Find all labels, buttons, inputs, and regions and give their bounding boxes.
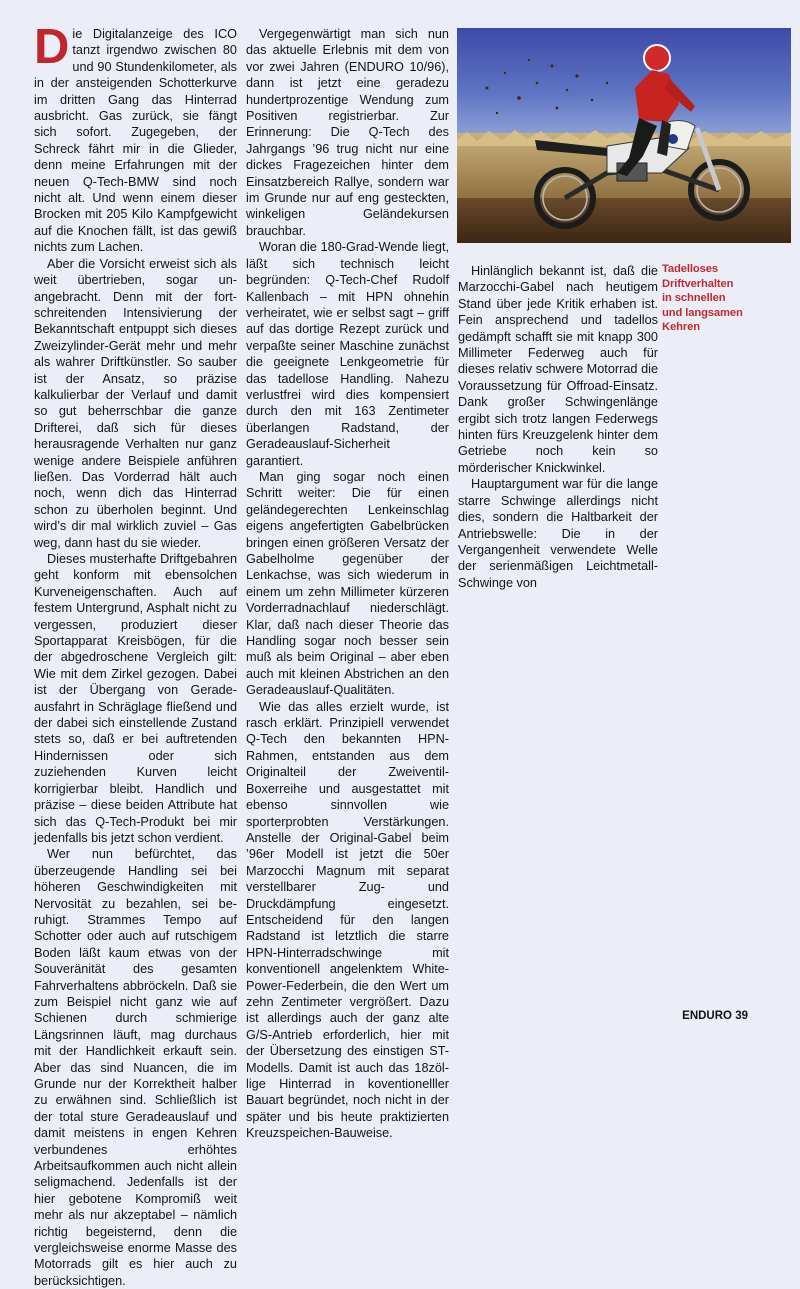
article-paragraph: Wer nun befürchtet, das überzeugende Handling sei bei höheren Geschwindigkeiten mit Nervosität zu bezahlen, sei beruhigt. Strammes Tempo auf Schotter oder auch auf rutschigem Boden läßt kaum etwas von der Souveränität des gesamten Fahrverhaltens abbröckeln. Daß sie zum Beispiel nicht ganz wie auf Schienen durch schmierige Längsrinnen läuft, mag durchaus mit der Handlichkeit erkauft sein. Aber das sind Nuancen, die im Grunde nur der Korrektheit halber zu erwähnen sind. Schließlich ist der total sture Geradeauslauf und damit meistens in engen Kehren verbundenes erhöhtes Arbeitsaufkommen auch nicht allein seligmachend. Jedenfalls ist der hier gebotene Kompromiß weit mehr als nur akzeptabel – nämlich richtig begeisternd, denn die vergleichsweise enorme Masse des Motorrads gilt es hier auch zu berücksichtigen. xyxy=(34,847,237,1288)
caption-line: in schnellen xyxy=(662,292,726,305)
motorcycle-photo xyxy=(457,28,791,243)
drop-cap: D xyxy=(34,20,70,74)
article-column-1 xyxy=(34,20,237,1289)
caption-line: Driftverhalten xyxy=(662,277,734,290)
page-folio xyxy=(682,1010,748,1022)
caption-line: und langsamen xyxy=(662,306,743,319)
article-paragraph: Wie das alles erzielt wurde, ist rasch erklärt. Prinzipiell verwendet Q-Tech den bekannten HPN-Rahmen, entstanden aus dem Originalteil der Zweiventil-Boxerreihe und ausgestattet mit ebenso sinnvollen wie sporterprobten Verstärkungen. Anstelle der Original-Gabel beim ’96er Modell ist jetzt die 50er Marzocchi Magnum mit separat verstellbarer Zug- und Druckdämpfung eingesetzt. Entscheidend für den langen Radstand ist letztlich die starre HPN-Hinterradschwinge mit konventionell angelenktem White-Power-Federbein, die den Wert um zehn Zentimeter vergrößert. Dazu ist allerdings auch der ganz alte G/S-Antrieb erforderlich, hier mit der Übersetzung des einstigen ST-Modells. Damit ist auch das 18zöllige Hinterrad in koventionelller Bauart begründet, noch nicht in der später und bis heute praktizierten Kreuzspeichen-Bauweise. xyxy=(246,699,449,1141)
page-number: 39 xyxy=(735,1010,748,1022)
article-column-2 xyxy=(246,26,449,1142)
article-paragraph: Hinlänglich bekannt ist, daß die Marzocchi-Gabel nach heutigem Stand über jede Kritik erhaben ist. Fein ansprechend und tadellos gedämpft schafft sie mit knapp 300 Millimeter Federweg auch für dieses relativ schwere Motorrad die Voraussetzung für Offroad-Einsatz. Dank großer Schwingenlänge ergibt sich trotz langen Federwegs hinten fürs Kreuzgelenk hinter dem Getriebe noch kein so mörderischer Knickwinkel. xyxy=(458,264,658,475)
article-paragraph: Man ging sogar noch einen Schritt weiter: Die für einen geländegerechten Lenkeinschlag eigens angefertigten Gabelbrücken bringen einen größeren Versatz der Gabelholme gegenüber der Lenkachse, was sich wiederum in einem um zehn Millimeter kürzeren Vorderradnachlauf niederschlägt. Klar, daß nach dieser Theorie das Handling sogar noch besser sein muß als beim Original – aber eben auch mit kleinen Abstrichen an den Geradeauslauf-Qualitäten. xyxy=(246,469,449,698)
article-paragraph: Hauptargument war für die lange starre Schwinge allerdings nicht dies, sondern die Haltbarkeit der Antriebswelle: Die in der Vergangenheit verwendete Welle der serienmäßigen Leichtmetall-Schwinge von xyxy=(458,477,658,590)
article-column-3 xyxy=(458,263,658,591)
caption-line: Tadelloses xyxy=(662,263,718,275)
helmet xyxy=(644,45,670,71)
article-paragraph xyxy=(34,20,237,256)
article-paragraph: Aber die Vorsicht erweist sich als weit übertrieben, sogar unangebracht. Denn mit der fortschreitenden Intensivierung der Bekanntschaft entpuppt sich dieses Zweizylinder-Gerät mehr und mehr als wahrer Driftkünstler. So sauber ist der Ansatz, so präzise kalkulierbar der Verlauf und damit so gut beherrschbar die ganze Drifterei, daß sich für dieses herausragende Verhalten nur ganz wenige andere Beispiele anführen ließen. Das Vorderrad hält auch noch, wenn dich das Hinterrad schon zu überholen beginnt. Und wird’s dir mal wirklich zuviel – Gas weg, dann hast du sie wieder. xyxy=(34,256,237,550)
article-paragraph: Woran die 180-Grad-Wende liegt, läßt sich technisch leicht begründen: Q-Tech-Chef Rudolf Kallenbach – mit HPN ohnehin verheiratet, wie er selbst sagt – griff auf das dortige Rezept zurück und verpaßte seiner Maschine zunächst die geeignete Lenkgeometrie für das tadellose Handling. Nahezu verlustfrei wird dies kompensiert durch den mit 163 Zentimeter überlangen Radstand, der Geradeauslauf-Sicherheit garantiert. xyxy=(246,240,449,468)
paragraph-text: ie Digitalanzeige des ICO tanzt irgendwo zwischen 80 und 90 Stundenkilometer, als in der ansteigenden Schotterkurve im dritten Gang das Hinterrad ausbricht. Gas zurück, sie fängt sich sofort. Zugegeben, der Schreck fährt mir in die Glieder, denn meine Erfahrungen mit der neuen Q-Tech-BMW sind noch nicht alt. Und wenn einem dieser Brocken mit 205 Kilo Kampfgewicht auf die Knochen fällt, ist das gewiß nichts zum Lachen. xyxy=(34,27,237,255)
article-paragraph: Vergegenwärtigt man sich nun das aktuelle Erlebnis mit dem von vor zwei Jahren (ENDURO 10/96), dann ist jetzt eine geradezu hundertprozentige Wendung zum Positiven registrierbar. Zur Erinnerung: Die Q-Tech des Jahrgangs ’96 trug nicht nur eine dickes Fragezeichen hinter dem Einsatzbereich Rallye, sondern war im Grunde nur auf eng gesteckten, winkeligen Geländekursen brauchbar. xyxy=(246,27,449,238)
caption-line: Kehren xyxy=(662,321,700,334)
photo-caption xyxy=(662,262,782,335)
sky xyxy=(457,28,791,138)
magazine-name: ENDURO xyxy=(682,1010,732,1022)
article-paragraph: Dieses musterhafte Driftgebahren geht konform mit ebensolchen Kurveneigenschaften. Auch auf festem Untergrund, Asphalt nicht zu vergessen, produziert dieser Sportapparat Kreisbögen, für die der abgedroschene Vergleich gilt: Wie mit dem Zirkel gezogen. Dabei ist der Übergang von Geradeausfahrt in Schräglage fließend und der dabei sich einstellende Zustand stets so, daß er bei auftretenden Hindernissen oder sich zuziehenden Kurven leicht korrigierbar bleibt. Handlich und präzise – diese beiden Attribute hat sich das Q-Tech-Produkt bei mir jedenfalls bis jetzt schon verdient. xyxy=(34,552,237,845)
